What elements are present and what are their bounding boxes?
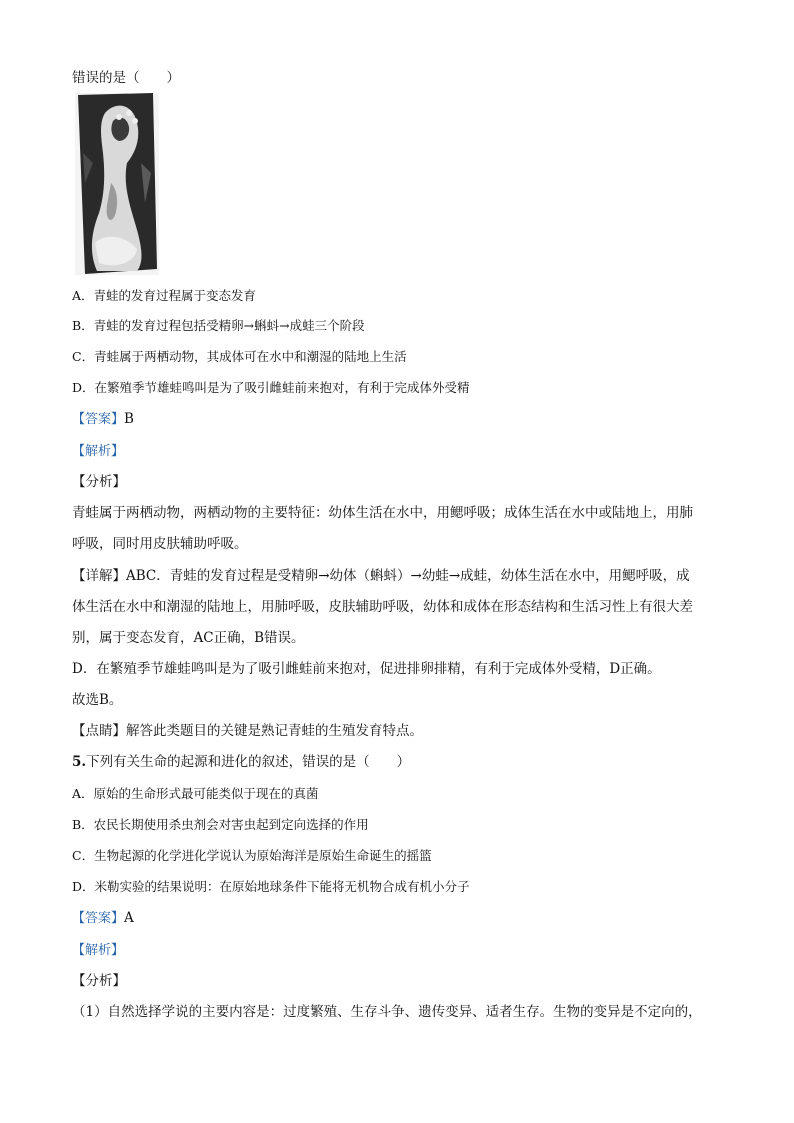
fenxi-tag: 【分析】 bbox=[72, 973, 126, 989]
q4-fenxi-line-2: 呼吸，同时用皮肤辅助呼吸。 bbox=[72, 536, 248, 552]
q5-option-d: D．米勒实验的结果说明：在原始地球条件下能将无机物合成有机小分子 bbox=[72, 879, 470, 894]
dianjing-text: 解答此类题目的关键是熟记青蛙的生殖发育特点。 bbox=[126, 723, 423, 739]
answer-tag: 【答案】 bbox=[72, 911, 125, 926]
answer-value: A bbox=[124, 910, 134, 926]
q5-fenxi bbox=[72, 971, 126, 991]
q4-jiexi bbox=[72, 441, 124, 462]
answer-value: B bbox=[124, 411, 134, 427]
jiexi-tag: 【解析】 bbox=[72, 444, 125, 459]
q4-xiangjie-line-1 bbox=[72, 566, 690, 586]
q5-answer bbox=[72, 908, 134, 929]
question-4-stem-tail: 错误的是（ ） bbox=[72, 70, 180, 86]
q5-jiexi bbox=[72, 940, 124, 961]
fenxi-tag: 【分析】 bbox=[72, 474, 126, 490]
q4-option-b: B．青蛙的发育过程包括受精卵→蝌蚪→成蛙三个阶段 bbox=[72, 318, 365, 333]
q4-answer bbox=[72, 409, 134, 430]
q5-option-b: B．农民长期使用杀虫剂会对害虫起到定向选择的作用 bbox=[72, 817, 369, 832]
xiangjie-tag: 【详解】 bbox=[72, 568, 126, 584]
q4-xiangjie-line-4: D．在繁殖季节雄蛙鸣叫是为了吸引雌蛙前来抱对，促进排卵排精，有利于完成体外受精，D正确。 bbox=[72, 661, 661, 677]
q4-fenxi-line-1: 青蛙属于两栖动物，两栖动物的主要特征：幼体生活在水中，用鳃呼吸；成体生活在水中或陆地上，用肺 bbox=[72, 505, 693, 521]
frog-foot-photo bbox=[75, 93, 159, 275]
q4-option-d: D．在繁殖季节雄蛙鸣叫是为了吸引雌蛙前来抱对，有利于完成体外受精 bbox=[72, 380, 470, 395]
question-5-text: 下列有关生命的起源和进化的叙述，错误的是（ ） bbox=[86, 754, 411, 770]
jiexi-tag: 【解析】 bbox=[72, 943, 125, 958]
q5-option-a: A．原始的生命形式最可能类似于现在的真菌 bbox=[72, 786, 319, 801]
q4-xiangjie-line-2: 体生活在水中和潮湿的陆地上，用肺呼吸，皮肤辅助呼吸，幼体和成体在形态结构和生活习性上有很大差 bbox=[72, 599, 693, 615]
xiangjie-text-1: ABC．青蛙的发育过程是受精卵→幼体（蝌蚪）→幼蛙→成蛙，幼体生活在水中，用鳃呼吸，成 bbox=[126, 568, 690, 584]
q5-fenxi-line-1: （1）自然选择学说的主要内容是：过度繁殖、生存斗争、遗传变异、适者生存。生物的变异是不定向的， bbox=[72, 1004, 702, 1020]
answer-tag: 【答案】 bbox=[72, 412, 125, 427]
q4-option-a: A．青蛙的发育过程属于变态发育 bbox=[72, 288, 257, 303]
q4-fenxi bbox=[72, 472, 126, 492]
q5-option-c: C．生物起源的化学进化学说认为原始海洋是原始生命诞生的摇篮 bbox=[72, 848, 432, 863]
question-number: 5. bbox=[72, 754, 87, 770]
question-5-stem bbox=[72, 752, 410, 772]
q4-dianjing bbox=[72, 721, 423, 741]
q4-conclusion: 故选B。 bbox=[72, 692, 123, 708]
dianjing-tag: 【点睛】 bbox=[72, 723, 126, 739]
q4-xiangjie-line-3: 别，属于变态发育，AC正确，B错误。 bbox=[72, 630, 305, 646]
q4-option-c: C．青蛙属于两栖动物，其成体可在水中和潮湿的陆地上生活 bbox=[72, 349, 407, 364]
